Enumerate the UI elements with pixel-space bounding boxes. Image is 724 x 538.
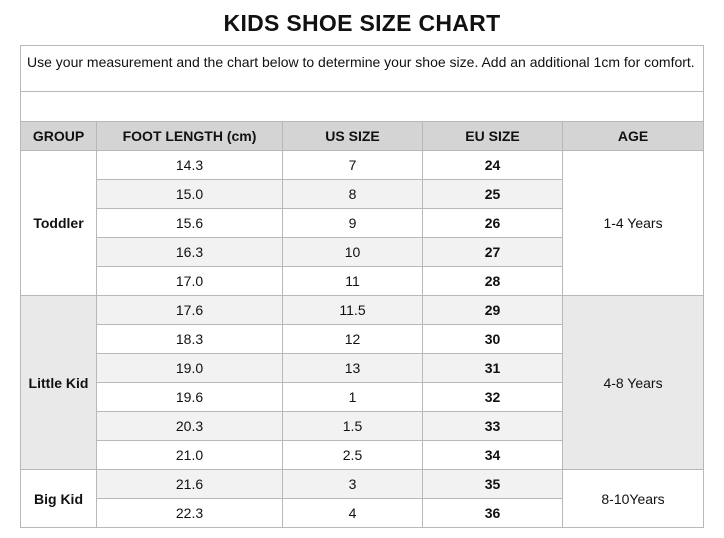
us-size-cell: 1 (283, 383, 423, 412)
eu-size-cell: 33 (423, 412, 563, 441)
us-size-cell: 12 (283, 325, 423, 354)
eu-size-cell: 24 (423, 151, 563, 180)
us-size-cell: 7 (283, 151, 423, 180)
header-us-size: US SIZE (283, 122, 423, 151)
foot-length-cell: 22.3 (97, 499, 283, 528)
eu-size-cell: 36 (423, 499, 563, 528)
eu-size-cell: 32 (423, 383, 563, 412)
age-range: 4-8 Years (563, 296, 704, 470)
blank-spacer (21, 92, 704, 122)
table-row (21, 296, 704, 325)
foot-length-cell: 19.6 (97, 383, 283, 412)
blank-row (21, 92, 704, 122)
eu-size-cell: 31 (423, 354, 563, 383)
us-size-cell: 13 (283, 354, 423, 383)
age-range: 8-10Years (563, 470, 704, 528)
table-row (21, 151, 704, 180)
size-chart-table (20, 45, 704, 528)
header-age: AGE (563, 122, 704, 151)
foot-length-cell: 17.6 (97, 296, 283, 325)
us-size-cell: 9 (283, 209, 423, 238)
us-size-cell: 4 (283, 499, 423, 528)
eu-size-cell: 35 (423, 470, 563, 499)
eu-size-cell: 30 (423, 325, 563, 354)
us-size-cell: 10 (283, 238, 423, 267)
header-foot-length: FOOT LENGTH (cm) (97, 122, 283, 151)
foot-length-cell: 15.6 (97, 209, 283, 238)
us-size-cell: 11.5 (283, 296, 423, 325)
page-title: KIDS SHOE SIZE CHART (223, 10, 501, 36)
us-size-cell: 8 (283, 180, 423, 209)
foot-length-cell: 15.0 (97, 180, 283, 209)
foot-length-cell: 21.6 (97, 470, 283, 499)
eu-size-cell: 26 (423, 209, 563, 238)
header-group: GROUP (21, 122, 97, 151)
foot-length-cell: 19.0 (97, 354, 283, 383)
age-range: 1-4 Years (563, 151, 704, 296)
header-eu-size: EU SIZE (423, 122, 563, 151)
group-label: Toddler (21, 151, 97, 296)
foot-length-cell: 14.3 (97, 151, 283, 180)
us-size-cell: 1.5 (283, 412, 423, 441)
intro-row (21, 46, 704, 92)
foot-length-cell: 16.3 (97, 238, 283, 267)
us-size-cell: 2.5 (283, 441, 423, 470)
eu-size-cell: 27 (423, 238, 563, 267)
foot-length-cell: 20.3 (97, 412, 283, 441)
foot-length-cell: 17.0 (97, 267, 283, 296)
us-size-cell: 11 (283, 267, 423, 296)
eu-size-cell: 29 (423, 296, 563, 325)
foot-length-cell: 21.0 (97, 441, 283, 470)
us-size-cell: 3 (283, 470, 423, 499)
eu-size-cell: 28 (423, 267, 563, 296)
group-label: Big Kid (21, 470, 97, 528)
eu-size-cell: 25 (423, 180, 563, 209)
foot-length-cell: 18.3 (97, 325, 283, 354)
eu-size-cell: 34 (423, 441, 563, 470)
header-row (21, 122, 704, 151)
group-label: Little Kid (21, 296, 97, 470)
table-row (21, 470, 704, 499)
intro-text: Use your measurement and the chart below to determine your shoe size. Add an additional 1cm for comfort. (21, 46, 704, 92)
